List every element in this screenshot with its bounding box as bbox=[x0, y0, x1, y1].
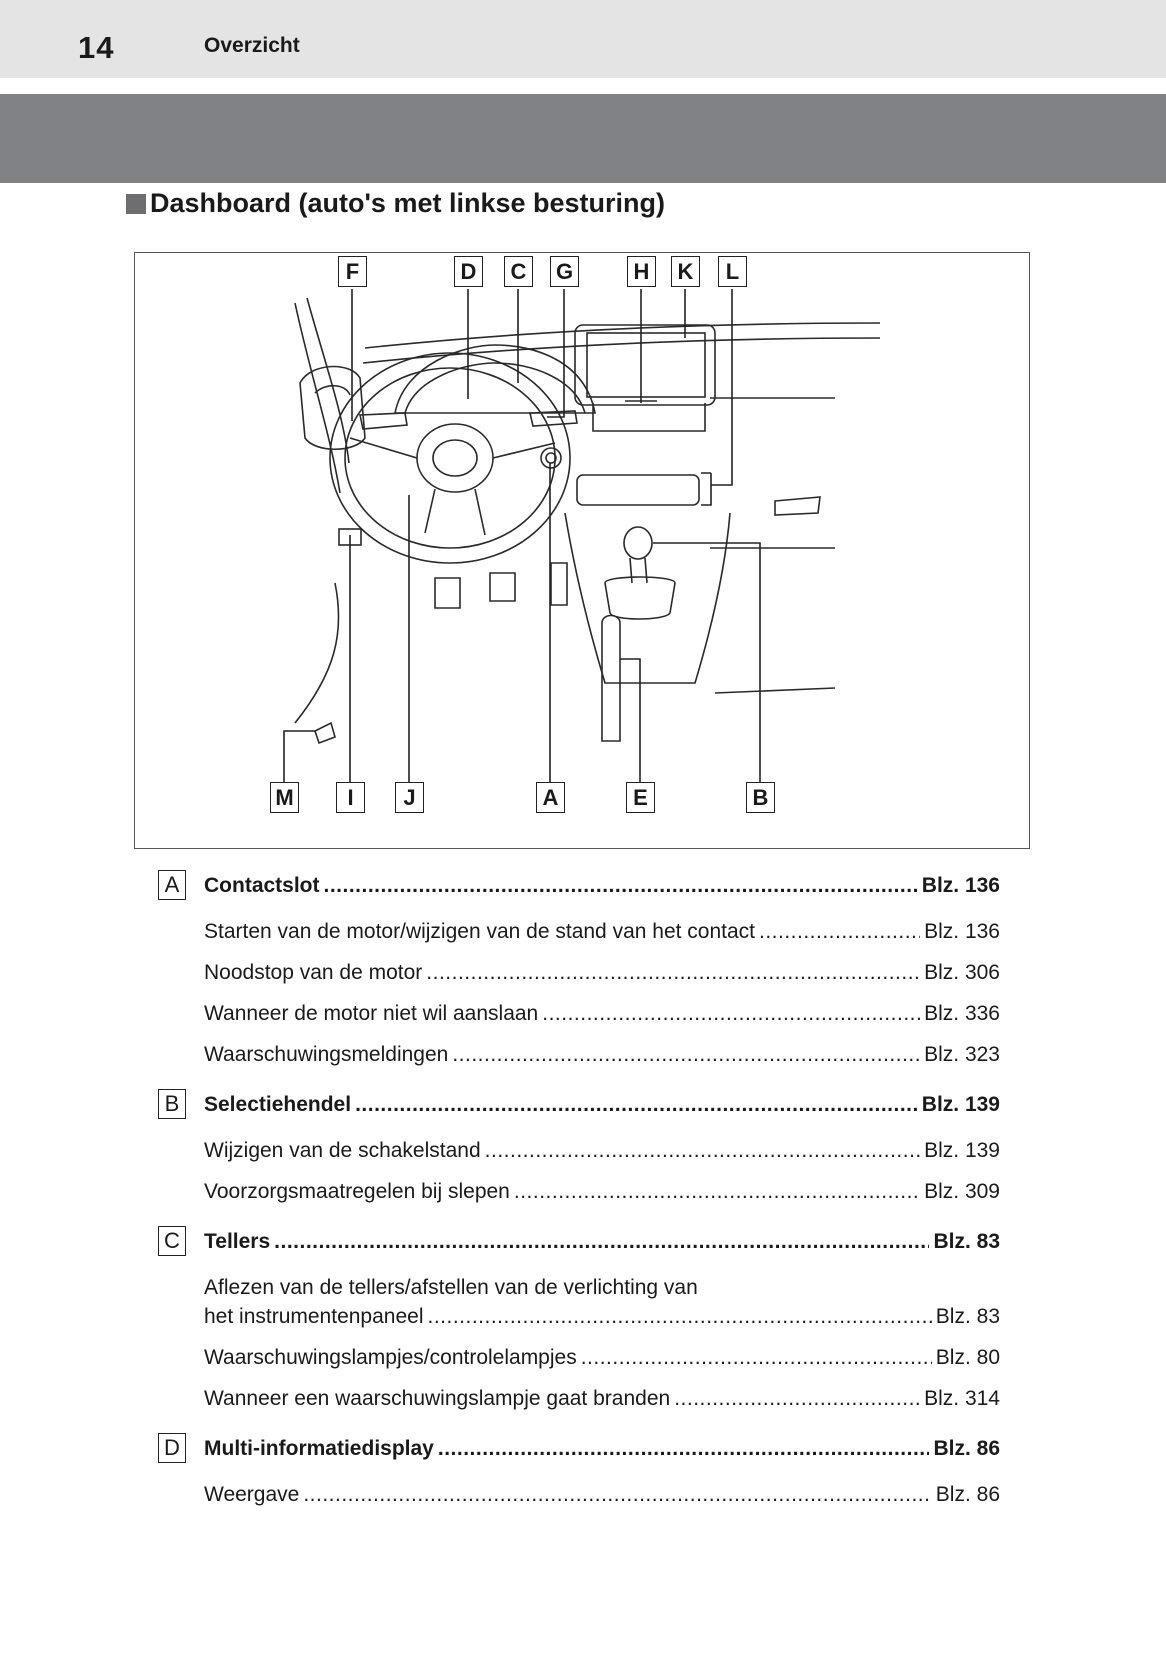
entry-item[interactable]: Wijzigen van de schakelstand ..... Blz. 139 bbox=[204, 1138, 1000, 1163]
page-number: 14 bbox=[78, 30, 115, 65]
entry-c bbox=[158, 1226, 1000, 1411]
door-lower-line bbox=[295, 583, 339, 723]
entry-item[interactable]: het instrumentenpaneel ..... Blz. 83 bbox=[204, 1304, 1000, 1329]
callout-m: M bbox=[270, 782, 299, 813]
callout-l: L bbox=[718, 256, 747, 287]
screen-bezel bbox=[575, 325, 715, 405]
hood-release bbox=[315, 723, 335, 743]
entry-heading[interactable] bbox=[204, 1089, 1000, 1117]
cluster-display bbox=[405, 363, 585, 413]
right-vent bbox=[775, 497, 820, 515]
steering-wheel-logo bbox=[433, 440, 477, 476]
accelerator-pedal bbox=[551, 563, 567, 605]
center-console bbox=[565, 513, 730, 683]
entry-page: Blz. 83 bbox=[933, 1230, 1000, 1253]
callout-e: E bbox=[626, 782, 655, 813]
entry-letter: D bbox=[158, 1433, 186, 1463]
screen-base bbox=[593, 403, 705, 431]
steering-wheel-spokes bbox=[350, 438, 555, 535]
section-title-text: Dashboard (auto's met linkse besturing) bbox=[150, 188, 666, 218]
callout-g: G bbox=[550, 256, 579, 287]
section-square-icon bbox=[126, 194, 146, 214]
entry-list bbox=[158, 870, 1000, 1507]
callout-d: D bbox=[454, 256, 483, 287]
dashboard-drawing bbox=[135, 253, 1031, 850]
callout-h: H bbox=[627, 256, 656, 287]
brake-pedal bbox=[490, 573, 515, 601]
section-title bbox=[126, 188, 665, 219]
gear-boot bbox=[605, 577, 675, 619]
entry-d bbox=[158, 1433, 1000, 1507]
header-strip bbox=[0, 0, 1166, 78]
entry-heading[interactable] bbox=[204, 1226, 1000, 1254]
dashboard-illustration bbox=[134, 252, 1030, 849]
entry-b bbox=[158, 1089, 1000, 1204]
handbrake bbox=[602, 616, 620, 742]
entry-a bbox=[158, 870, 1000, 1067]
entry-title: Selectiehendel bbox=[204, 1093, 352, 1116]
chapter-band bbox=[0, 94, 1166, 183]
entry-item[interactable]: Wanneer de motor niet wil aanslaan ..... Blz. 336 bbox=[204, 1001, 1000, 1026]
callout-j: J bbox=[395, 782, 424, 813]
entry-heading[interactable] bbox=[204, 1433, 1000, 1461]
entry-item[interactable]: Waarschuwingslampjes/controlelampjes ..... Blz. 80 bbox=[204, 1345, 1000, 1370]
callout-a: A bbox=[536, 782, 565, 813]
steering-wheel-rim bbox=[330, 353, 570, 563]
climate-panel bbox=[577, 475, 699, 505]
entry-title: Multi-informatiedisplay bbox=[204, 1437, 434, 1460]
callout-f: F bbox=[338, 256, 367, 287]
entry-item-pre: Aflezen van de tellers/afstellen van de verlichting van bbox=[204, 1276, 698, 1299]
steering-wheel-inner bbox=[345, 368, 555, 548]
running-title: Overzicht bbox=[204, 34, 300, 57]
steering-wheel-hub bbox=[417, 424, 493, 492]
leader-lines bbox=[284, 289, 760, 783]
entry-item[interactable]: Waarschuwingsmeldingen ..... Blz. 323 bbox=[204, 1042, 1000, 1067]
callout-c: C bbox=[504, 256, 533, 287]
entry-item[interactable]: Starten van de motor/wijzigen van de stand van het contact ..... Blz. 136 bbox=[204, 919, 1000, 944]
entry-letter: C bbox=[158, 1226, 186, 1256]
entry-title: Tellers bbox=[204, 1230, 271, 1253]
ignition-switch bbox=[541, 448, 561, 468]
gear-knob bbox=[624, 527, 652, 559]
entry-page: Blz. 86 bbox=[933, 1437, 1000, 1460]
left-stalk bbox=[360, 413, 407, 429]
entry-letter: A bbox=[158, 870, 186, 900]
gear-stick bbox=[630, 558, 647, 583]
entry-item[interactable]: Wanneer een waarschuwingslampje gaat branden ..... Blz. 314 bbox=[204, 1386, 1000, 1411]
entry-item[interactable]: Voorzorgsmaatregelen bij slepen ..... Blz. 309 bbox=[204, 1179, 1000, 1204]
callout-b: B bbox=[746, 782, 775, 813]
callout-k: K bbox=[671, 256, 700, 287]
entry-page: Blz. 136 bbox=[921, 874, 1000, 897]
entry-item[interactable]: Weergave ..... Blz. 86 bbox=[204, 1482, 1000, 1507]
right-dash-lines bbox=[710, 398, 835, 693]
entry-heading[interactable] bbox=[204, 870, 1000, 898]
entry-letter: B bbox=[158, 1089, 186, 1119]
clutch-pedal bbox=[435, 578, 460, 608]
entry-title: Contactslot bbox=[204, 874, 320, 897]
entry-page: Blz. 139 bbox=[921, 1093, 1000, 1116]
callout-i: I bbox=[336, 782, 365, 813]
entry-item[interactable]: Noodstop van de motor ..... Blz. 306 bbox=[204, 960, 1000, 985]
